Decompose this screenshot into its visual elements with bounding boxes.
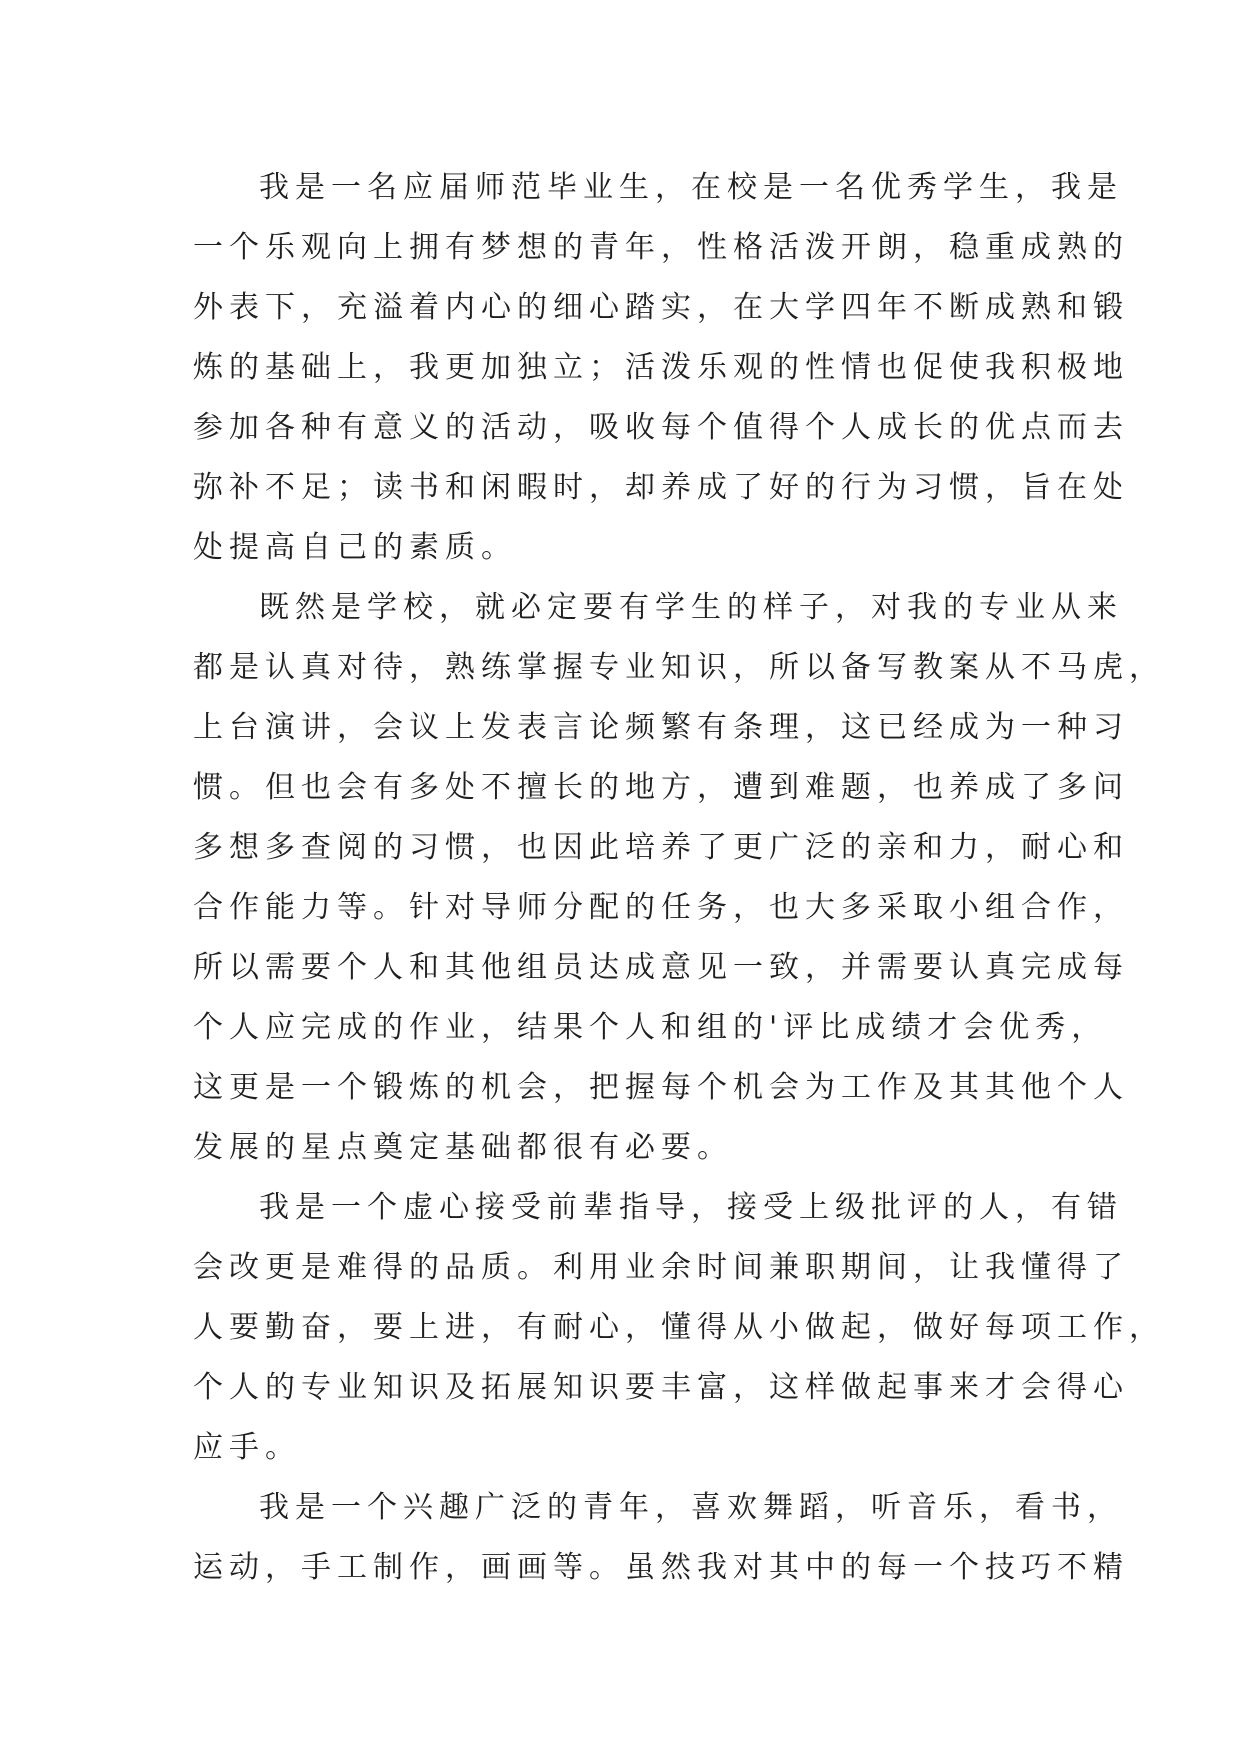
text-line: 合作能力等。针对导师分配的任务，也大多采取小组合作， [193, 890, 1129, 925]
text-line: 运动，手工制作，画画等。虽然我对其中的每一个技巧不精 [193, 1550, 1129, 1585]
text-line: 个人应完成的作业，结果个人和组的'评比成绩才会优秀， [193, 1010, 1108, 1045]
text-line: 我是一个兴趣广泛的青年，喜欢舞蹈，听音乐，看书， [259, 1490, 1123, 1525]
text-line: 参加各种有意义的活动，吸收每个值得个人成长的优点而去 [193, 410, 1129, 445]
text-line: 我是一名应届师范毕业生，在校是一名优秀学生，我是 [259, 170, 1123, 205]
text-line: 发展的星点奠定基础都很有必要。 [193, 1130, 733, 1165]
text-line: 这更是一个锻炼的机会，把握每个机会为工作及其其他个人 [193, 1070, 1129, 1105]
text-line: 弥补不足；读书和闲暇时，却养成了好的行为习惯，旨在处 [193, 470, 1129, 505]
text-line: 所以需要个人和其他组员达成意见一致，并需要认真完成每 [193, 950, 1129, 985]
document-body [193, 158, 1165, 1598]
text-line: 炼的基础上，我更加独立；活泼乐观的性情也促使我积极地 [193, 350, 1129, 385]
text-line: 都是认真对待，熟练掌握专业知识，所以备写教案从不马虎， [193, 650, 1165, 685]
text-line: 处提高自己的素质。 [193, 530, 517, 565]
paragraph-1 [193, 158, 1129, 578]
text-line: 一个乐观向上拥有梦想的青年，性格活泼开朗，稳重成熟的 [193, 230, 1129, 265]
text-line: 既然是学校，就必定要有学生的样子，对我的专业从来 [259, 590, 1123, 625]
text-line: 上台演讲，会议上发表言论频繁有条理，这已经成为一种习 [193, 710, 1129, 745]
text-line: 应手。 [193, 1430, 301, 1465]
text-line: 惯。但也会有多处不擅长的地方，遭到难题，也养成了多问 [193, 770, 1129, 805]
text-line: 会改更是难得的品质。利用业余时间兼职期间，让我懂得了 [193, 1250, 1129, 1285]
text-line: 个人的专业知识及拓展知识要丰富，这样做起事来才会得心 [193, 1370, 1129, 1405]
paragraph-3 [193, 1178, 1165, 1478]
text-line: 我是一个虚心接受前辈指导，接受上级批评的人，有错 [259, 1190, 1123, 1225]
paragraph-2 [193, 578, 1165, 1178]
text-line: 人要勤奋，要上进，有耐心，懂得从小做起，做好每项工作， [193, 1310, 1165, 1345]
text-line: 外表下，充溢着内心的细心踏实，在大学四年不断成熟和锻 [193, 290, 1129, 325]
paragraph-4 [193, 1478, 1129, 1598]
text-line: 多想多查阅的习惯，也因此培养了更广泛的亲和力，耐心和 [193, 830, 1129, 865]
